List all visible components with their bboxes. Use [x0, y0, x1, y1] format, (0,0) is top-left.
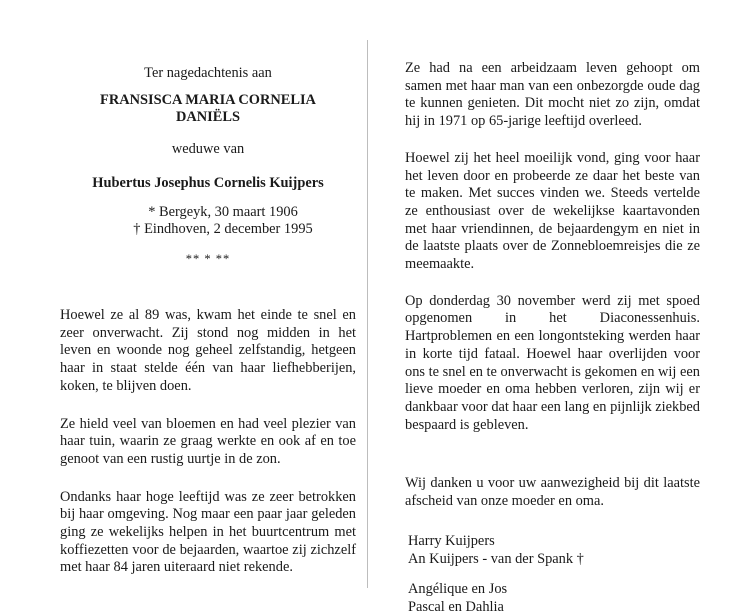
death-date: † Eindhoven, 2 december 1995	[133, 221, 313, 237]
husband-name: Hubertus Josephus Cornelis Kuijpers	[92, 175, 324, 191]
signature-group	[405, 532, 700, 568]
signature-line: Harry Kuijpers	[408, 532, 495, 549]
deceased-name	[60, 92, 356, 126]
birth-date: * Bergeyk, 30 maart 1906	[148, 204, 298, 220]
left-paragraph: Hoewel ze al 89 was, kwam het einde te snel en zeer onverwacht. Zij stond nog midden in het leven en woonde nog geheel zelfstandig, hetgeen haar in staat stelde één van haar liefhebberijen, koken, te blijven doen.	[60, 307, 356, 394]
right-column	[405, 60, 700, 616]
intro-text: Ter nagedachtenis aan	[144, 65, 272, 81]
stars-separator: ** * **	[185, 252, 231, 266]
widow-of-text: weduwe van	[171, 141, 245, 157]
left-column	[60, 60, 356, 577]
deceased-name-line1: FRANSISCA MARIA CORNELIA	[100, 92, 316, 108]
right-paragraph: Ze had na een arbeidzaam leven gehoopt om samen met haar man van een onbezorgde oude dag te kunnen genieten. Dit mocht niet zo zijn, omdat hij in 1971 op 65-jarige leeftijd overleed.	[405, 60, 700, 130]
left-paragraph: Ze hield veel van bloemen en had veel plezier van haar tuin, waarin ze graag werkte en ook af en toe genoot van een rustig uurtje in de zon.	[60, 415, 356, 467]
left-paragraph: Ondanks haar hoge leeftijd was ze zeer betrokken bij haar omgeving. Nog maar een paar jaar geleden ging ze wekelijks helpen in het buurtcentrum met koffiezetten voor de bejaarden, waartoe zij zichzelf met haar 84 jaren uiteraard niet rekende.	[60, 488, 356, 576]
deceased-name-line2: DANIËLS	[176, 109, 240, 125]
life-dates	[60, 204, 356, 238]
right-paragraph: Hoewel zij het heel moeilijk vond, ging voor haar het leven door en probeerde ze daar het beste van te maken. Met succes vinden we. Steeds vertelde ze enthousiast over de wekelijkse kaartavonden met haar vriendinnen, de bejaardengym en niet in de laatste plaats over de Zonnebloemreisjes die ze meemaakte.	[405, 149, 700, 273]
signature-line: Pascal en Dahlia	[408, 598, 504, 615]
signature-line: Angélique en Jos	[408, 580, 508, 597]
right-paragraph: Op donderdag 30 november werd zij met spoed opgenomen in het Diaconessenhuis. Hartproblemen en een longontsteking werden haar in korte tijd fataal. Hoewel haar overlijden voor ons te snel en te onverwacht is gekomen en wij een lieve moeder en oma hebben verloren, zijn wij er dankbaar voor dat haar een lang en pijnlijk ziekbed bespaard is gebleven.	[405, 292, 700, 433]
thanks-paragraph: Wij danken u voor uw aanwezigheid bij dit laatste afscheid van onze moeder en oma.	[405, 475, 700, 510]
signature-group	[405, 580, 700, 616]
signature-line: An Kuijpers - van der Spank †	[408, 550, 584, 567]
fold-divider	[367, 40, 368, 588]
